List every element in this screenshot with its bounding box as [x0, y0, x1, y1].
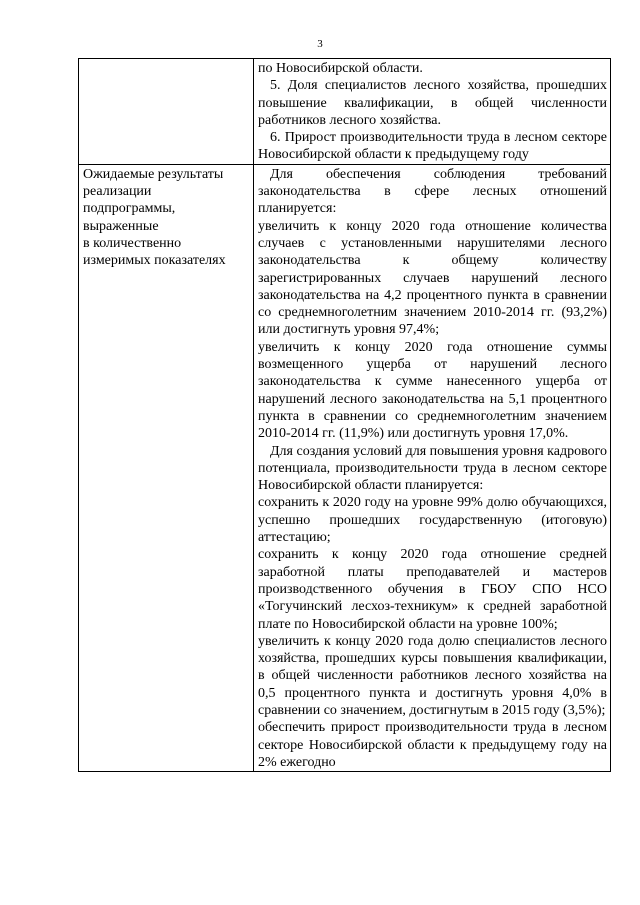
- label-line: реализации: [83, 184, 152, 200]
- results-paragraph: Для обеспечения соблюдения требований законодательства в сфере лесных отношений планируется:: [258, 166, 607, 217]
- indicator-text-continued: по Новосибирской области.: [258, 61, 423, 76]
- table-cell-left-empty: [79, 59, 254, 165]
- results-paragraph: Для создания условий для повышения уровня кадрового потенциала, производительности труда в лесном секторе Новосибирской области планируется:: [258, 443, 607, 494]
- table-row-indicators: [79, 59, 611, 165]
- results-paragraph: увеличить к концу 2020 года отношение количества случаев с установленными нарушителями лесного законодательства к общему количеству зарегистрированных случаев нарушений лесного законодательства на 4,2 процентного пункта в сравнении со среднемноголетним значением 2010-2014 гг. (93,2%) или достигнуть уровня 97,4%;: [258, 218, 607, 338]
- label-line: подпрограммы,: [83, 201, 176, 217]
- indicator-item-5: 5. Доля специалистов лесного хозяйства, прошедших повышение квалификации, в общей численности работников лесного хозяйства.: [258, 78, 607, 128]
- subprogram-table: [78, 58, 611, 772]
- label-line: измеримых показателях: [83, 253, 226, 269]
- results-paragraph: сохранить к 2020 году на уровне 99% долю обучающихся, успешно прошедших государственную (итоговую) аттестацию;: [258, 495, 607, 546]
- page-number: 3: [317, 38, 323, 50]
- results-paragraph: сохранить к концу 2020 года отношение средней заработной платы преподавателей и мастеров производственного обучения в ГБОУ СПО НСО «Тогучинский лесхоз-техникум» к средней заработной плате по Новосибирской области на уровне 100%;: [258, 547, 607, 632]
- expected-results-text: [254, 164, 611, 771]
- expected-results-label: [79, 164, 254, 771]
- label-line: в количественно: [83, 235, 182, 251]
- table-row-expected-results: [79, 164, 611, 771]
- results-paragraph: увеличить к концу 2020 года отношение суммы возмещенного ущерба от нарушений лесного законодательства к сумме нанесенного ущерба от нарушений лесного законодательства на 5,1 процентного пункта в сравнении со среднемноголетним значением 2010-2014 гг. (11,9%) или достигнуть уровня 17,0%.: [258, 339, 607, 442]
- label-line: Ожидаемые результаты: [83, 166, 224, 182]
- results-paragraph: обеспечить прирост производительности труда в лесном секторе Новосибирской области к предыдущему году на 2% ежегодно: [258, 720, 607, 770]
- label-line: выраженные: [83, 218, 159, 234]
- table-cell-indicators: [254, 59, 611, 165]
- results-paragraph: увеличить к концу 2020 года долю специалистов лесного хозяйства, прошедших курсы повышения квалификации, в общей численности работников лесного хозяйства на 0,5 процентного пункта и достигнуть уровня 4,0% в сравнении со значением, достигнутым в 2015 году (3,5%);: [258, 633, 607, 718]
- indicator-item-6: 6. Прирост производительности труда в лесном секторе Новосибирской области к предыдущему году: [258, 130, 607, 163]
